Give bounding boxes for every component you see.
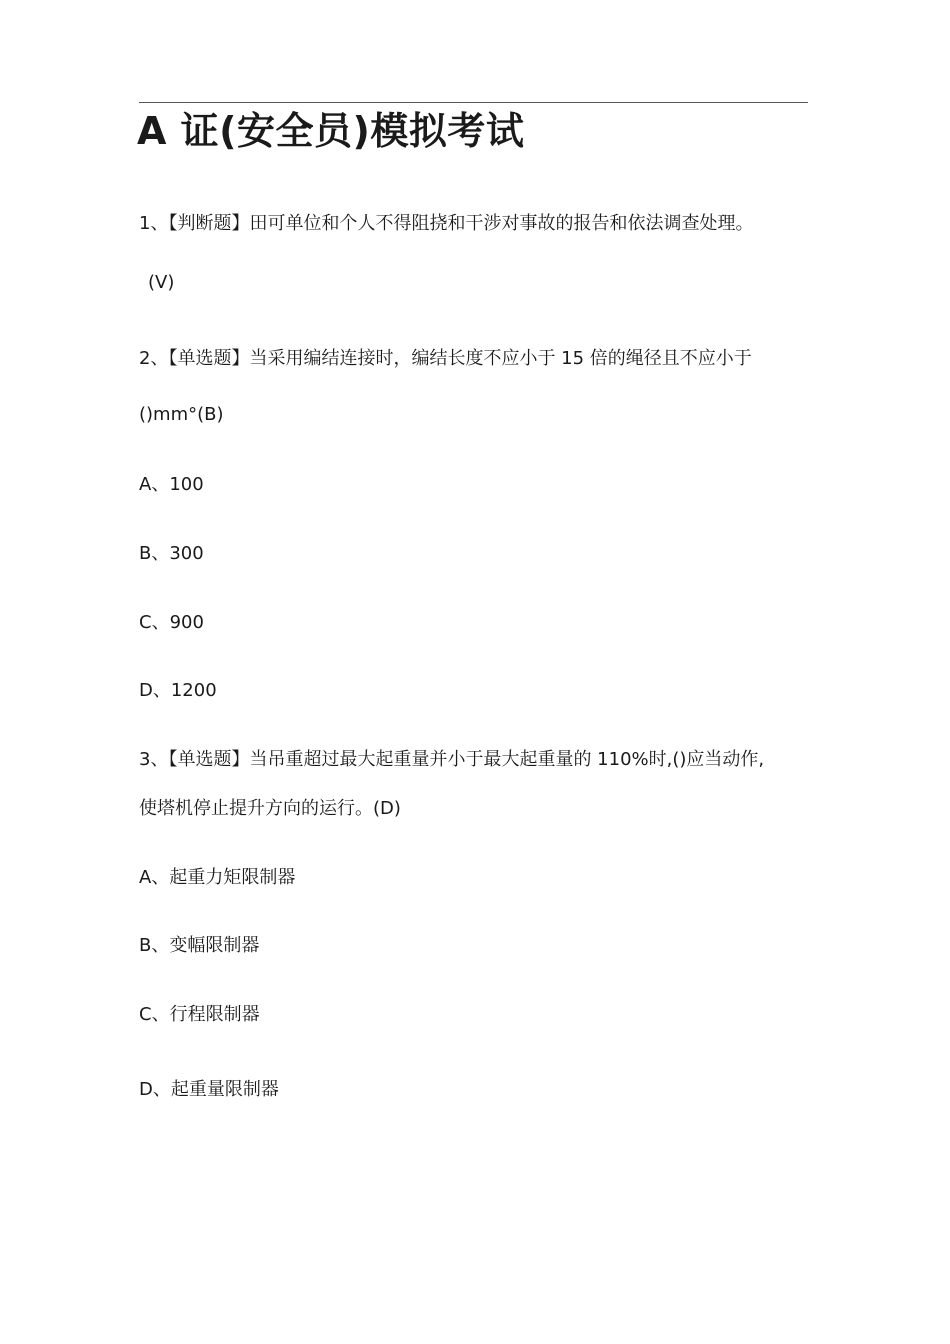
- question-3-text: 3、【单选题】当吊重超过最大起重量并小于最大起重量的 110%时,()应当动作,: [139, 749, 765, 770]
- question-3-option-c: C、行程限制器: [139, 1004, 260, 1025]
- question-3-option-a: A、起重力矩限制器: [139, 867, 296, 888]
- question-3-option-b: B、变幅限制器: [139, 935, 260, 956]
- question-2-option-b: B、300: [139, 543, 204, 564]
- question-1-answer: (V): [148, 272, 175, 293]
- question-1-text: 1、【判断题】田可单位和个人不得阻挠和干涉对事故的报告和依法调查处理。: [139, 213, 754, 234]
- header-rule: [139, 102, 808, 103]
- document-title: A 证(安全员)模拟考试: [137, 109, 525, 153]
- question-3-text-cont: 使塔机停止提升方向的运行。(D): [139, 798, 401, 819]
- question-3-option-d: D、起重量限制器: [139, 1079, 279, 1100]
- question-2-text-cont: ()mm°(B): [139, 404, 224, 425]
- question-2-option-c: C、900: [139, 612, 204, 633]
- question-2-option-d: D、1200: [139, 680, 217, 701]
- question-2-option-a: A、100: [139, 474, 204, 495]
- question-2-text: 2、【单选题】当采用编结连接时，编结长度不应小于 15 倍的绳径且不应小于: [139, 348, 752, 369]
